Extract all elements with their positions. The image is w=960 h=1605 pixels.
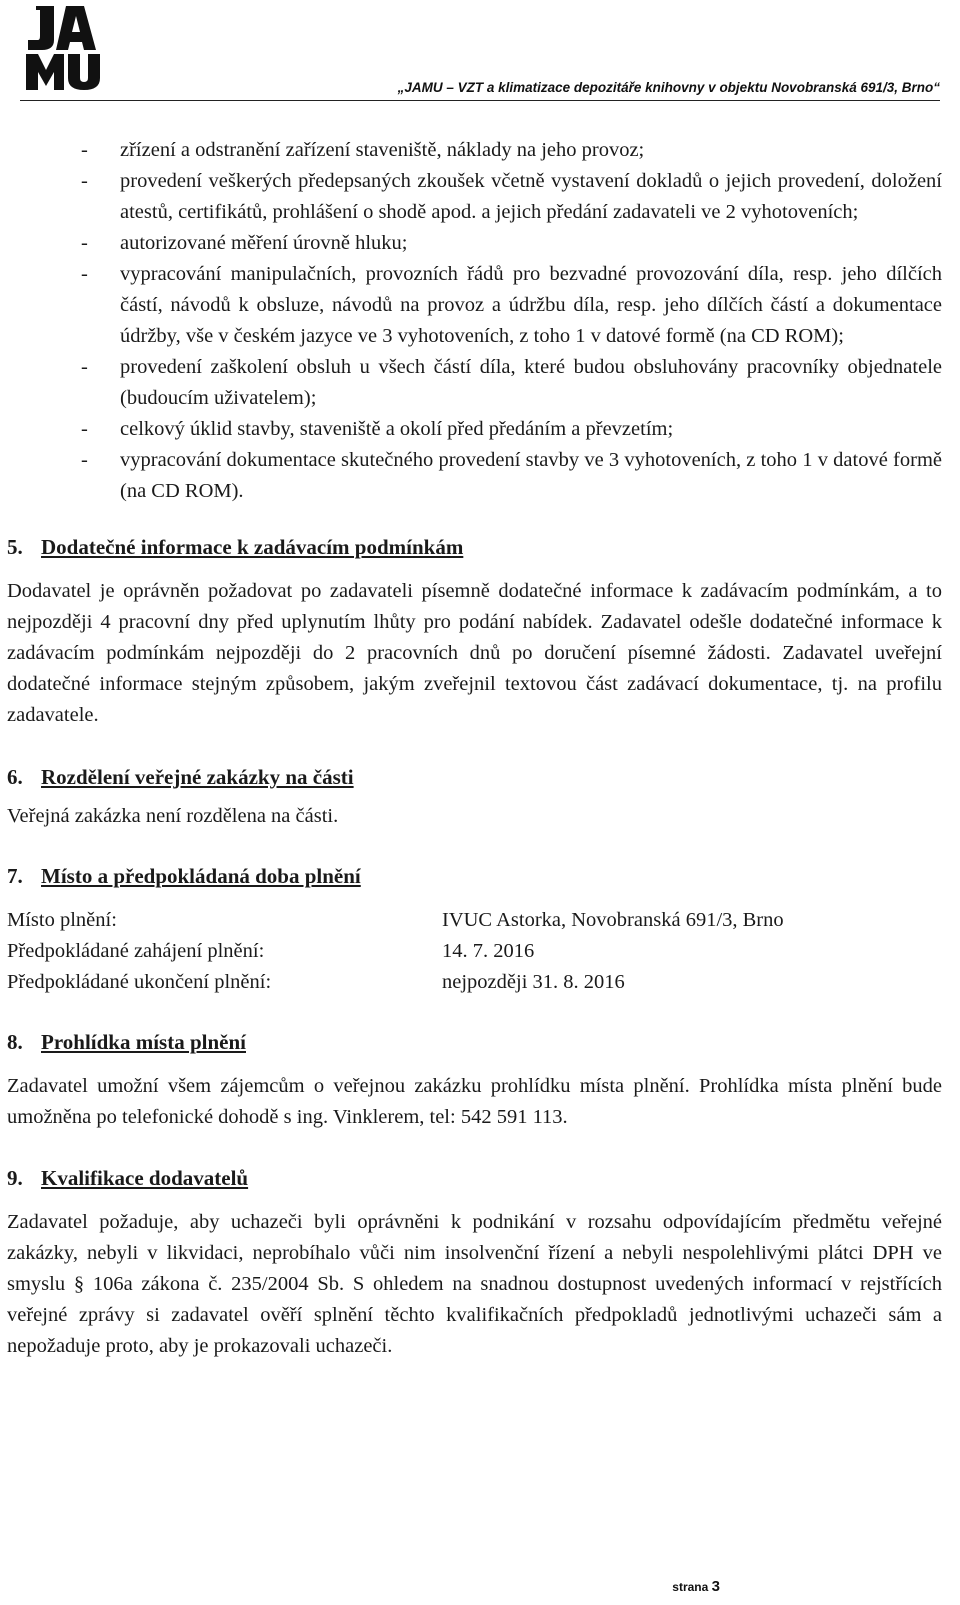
row-value: IVUC Astorka, Novobranská 691/3, Brno xyxy=(442,909,784,931)
list-item: - provedení zaškolení obsluh u všech částí díla, které budou obsluhovány pracovníky objednatele (budoucím uživatelem); xyxy=(7,352,942,414)
dash-bullet: - xyxy=(81,232,88,254)
list-item: - vypracování dokumentace skutečného provedení stavby ve 3 vyhotoveních, z toho 1 v datové formě (na CD ROM). xyxy=(7,445,942,507)
section-8-heading xyxy=(7,1027,942,1058)
section-title: Rozdělení veřejné zakázky na části xyxy=(41,765,354,789)
performance-table xyxy=(7,905,784,998)
list-item: - autorizované měření úrovně hluku; xyxy=(7,228,942,259)
row-label: Místo plnění: xyxy=(7,909,117,931)
section-number: 9. xyxy=(7,1166,23,1190)
page-number-value: 3 xyxy=(711,1578,720,1595)
obligations-list xyxy=(7,135,942,507)
list-item: - provedení veškerých předepsaných zkoušek včetně vystavení dokladů o jejich provedení, doložení atestů, certifikátů, prohlášení o shodě apod. a jejich předání zadavateli ve 2 vyhotoveních; xyxy=(7,166,942,228)
table-row xyxy=(7,967,784,998)
page-label: strana xyxy=(672,1580,709,1594)
document-title: „JAMU – VZT a klimatizace depozitáře knihovny v objektu Novobranská 691/3, Brno“ xyxy=(397,80,940,95)
section-7-heading xyxy=(7,861,942,892)
jamu-logo xyxy=(24,6,106,90)
section-number: 7. xyxy=(7,864,23,888)
dash-bullet: - xyxy=(81,449,88,471)
section-title: Kvalifikace dodavatelů xyxy=(41,1166,249,1190)
page-header xyxy=(0,0,960,102)
page-number xyxy=(672,1578,720,1595)
page-footer xyxy=(0,1578,960,1596)
section-number: 5. xyxy=(7,535,23,559)
header-divider xyxy=(20,100,940,101)
dash-bullet: - xyxy=(81,139,88,161)
section-number: 6. xyxy=(7,765,23,789)
section-title: Dodatečné informace k zadávacím podmínkám xyxy=(41,535,464,559)
section-6-heading xyxy=(7,762,942,793)
list-item: - vypracování manipulačních, provozních řádů pro bezvadné provozování díla, resp. jeho dílčích částí, návodů k obsluze, návodů na provoz a údržbu díla, resp. jeho dílčích částí a dokumentace údržby, vše v českém jazyce ve 3 vyhotoveních, z toho 1 v datové formě (na CD ROM); xyxy=(7,259,942,352)
section-6-paragraph: Veřejná zakázka není rozdělena na části. xyxy=(7,805,339,827)
section-title: Prohlídka místa plnění xyxy=(41,1030,246,1054)
section-5-heading xyxy=(7,532,942,563)
row-label: Předpokládané zahájení plnění: xyxy=(7,940,265,962)
table-row xyxy=(7,905,784,936)
section-9-heading xyxy=(7,1163,942,1194)
dash-bullet: - xyxy=(81,263,88,285)
section-number: 8. xyxy=(7,1030,23,1054)
section-9-paragraph: Zadavatel požaduje, aby uchazeči byli oprávněni k podnikání v rozsahu odpovídajícím předmětu veřejné zakázky, nebyli v likvidaci, neprobíhalo vůči nim insolvenční řízení a nebyli nespolehlivými plátci DPH ve smyslu § 106a zákona č. 235/2004 Sb. S ohledem na snadnou dostupnost uvedených informací v rejstřících veřejné zprávy si zadavatel ověří splnění těchto kvalifikačních předpokladů jednotlivými uchazeči sám a nepožaduje proto, aby je prokazovali uchazeči. xyxy=(7,1211,942,1357)
row-value: nejpozději 31. 8. 2016 xyxy=(442,971,625,993)
row-value: 14. 7. 2016 xyxy=(442,940,535,962)
section-title: Místo a předpokládaná doba plnění xyxy=(41,864,361,888)
list-item: - zřízení a odstranění zařízení staveniště, náklady na jeho provoz; xyxy=(7,135,942,166)
section-8-paragraph: Zadavatel umožní všem zájemcům o veřejnou zakázku prohlídku místa plnění. Prohlídka místa plnění bude umožněna po telefonické dohodě s ing. Vinklerem, tel: 542 591 113. xyxy=(7,1075,942,1128)
page-content xyxy=(7,135,942,1362)
dash-bullet: - xyxy=(81,356,88,378)
section-5-paragraph: Dodavatel je oprávněn požadovat po zadavateli písemně dodatečné informace k zadávacím podmínkám, a to nejpozději 4 pracovní dny před uplynutím lhůty pro podání nabídek. Zadavatel odešle dodatečné informace k zadávacím podmínkám nejpozději do 2 pracovních dnů po doručení písemné žádosti. Zadavatel uveřejní dodatečné informace stejným způsobem, jakým zveřejnil textovou část zadávací dokumentace, tj. na profilu zadavatele. xyxy=(7,580,942,726)
row-label: Předpokládané ukončení plnění: xyxy=(7,971,272,993)
list-item: - celkový úklid stavby, staveniště a okolí před předáním a převzetím; xyxy=(7,414,942,445)
table-row xyxy=(7,936,784,967)
dash-bullet: - xyxy=(81,170,88,192)
dash-bullet: - xyxy=(81,418,88,440)
